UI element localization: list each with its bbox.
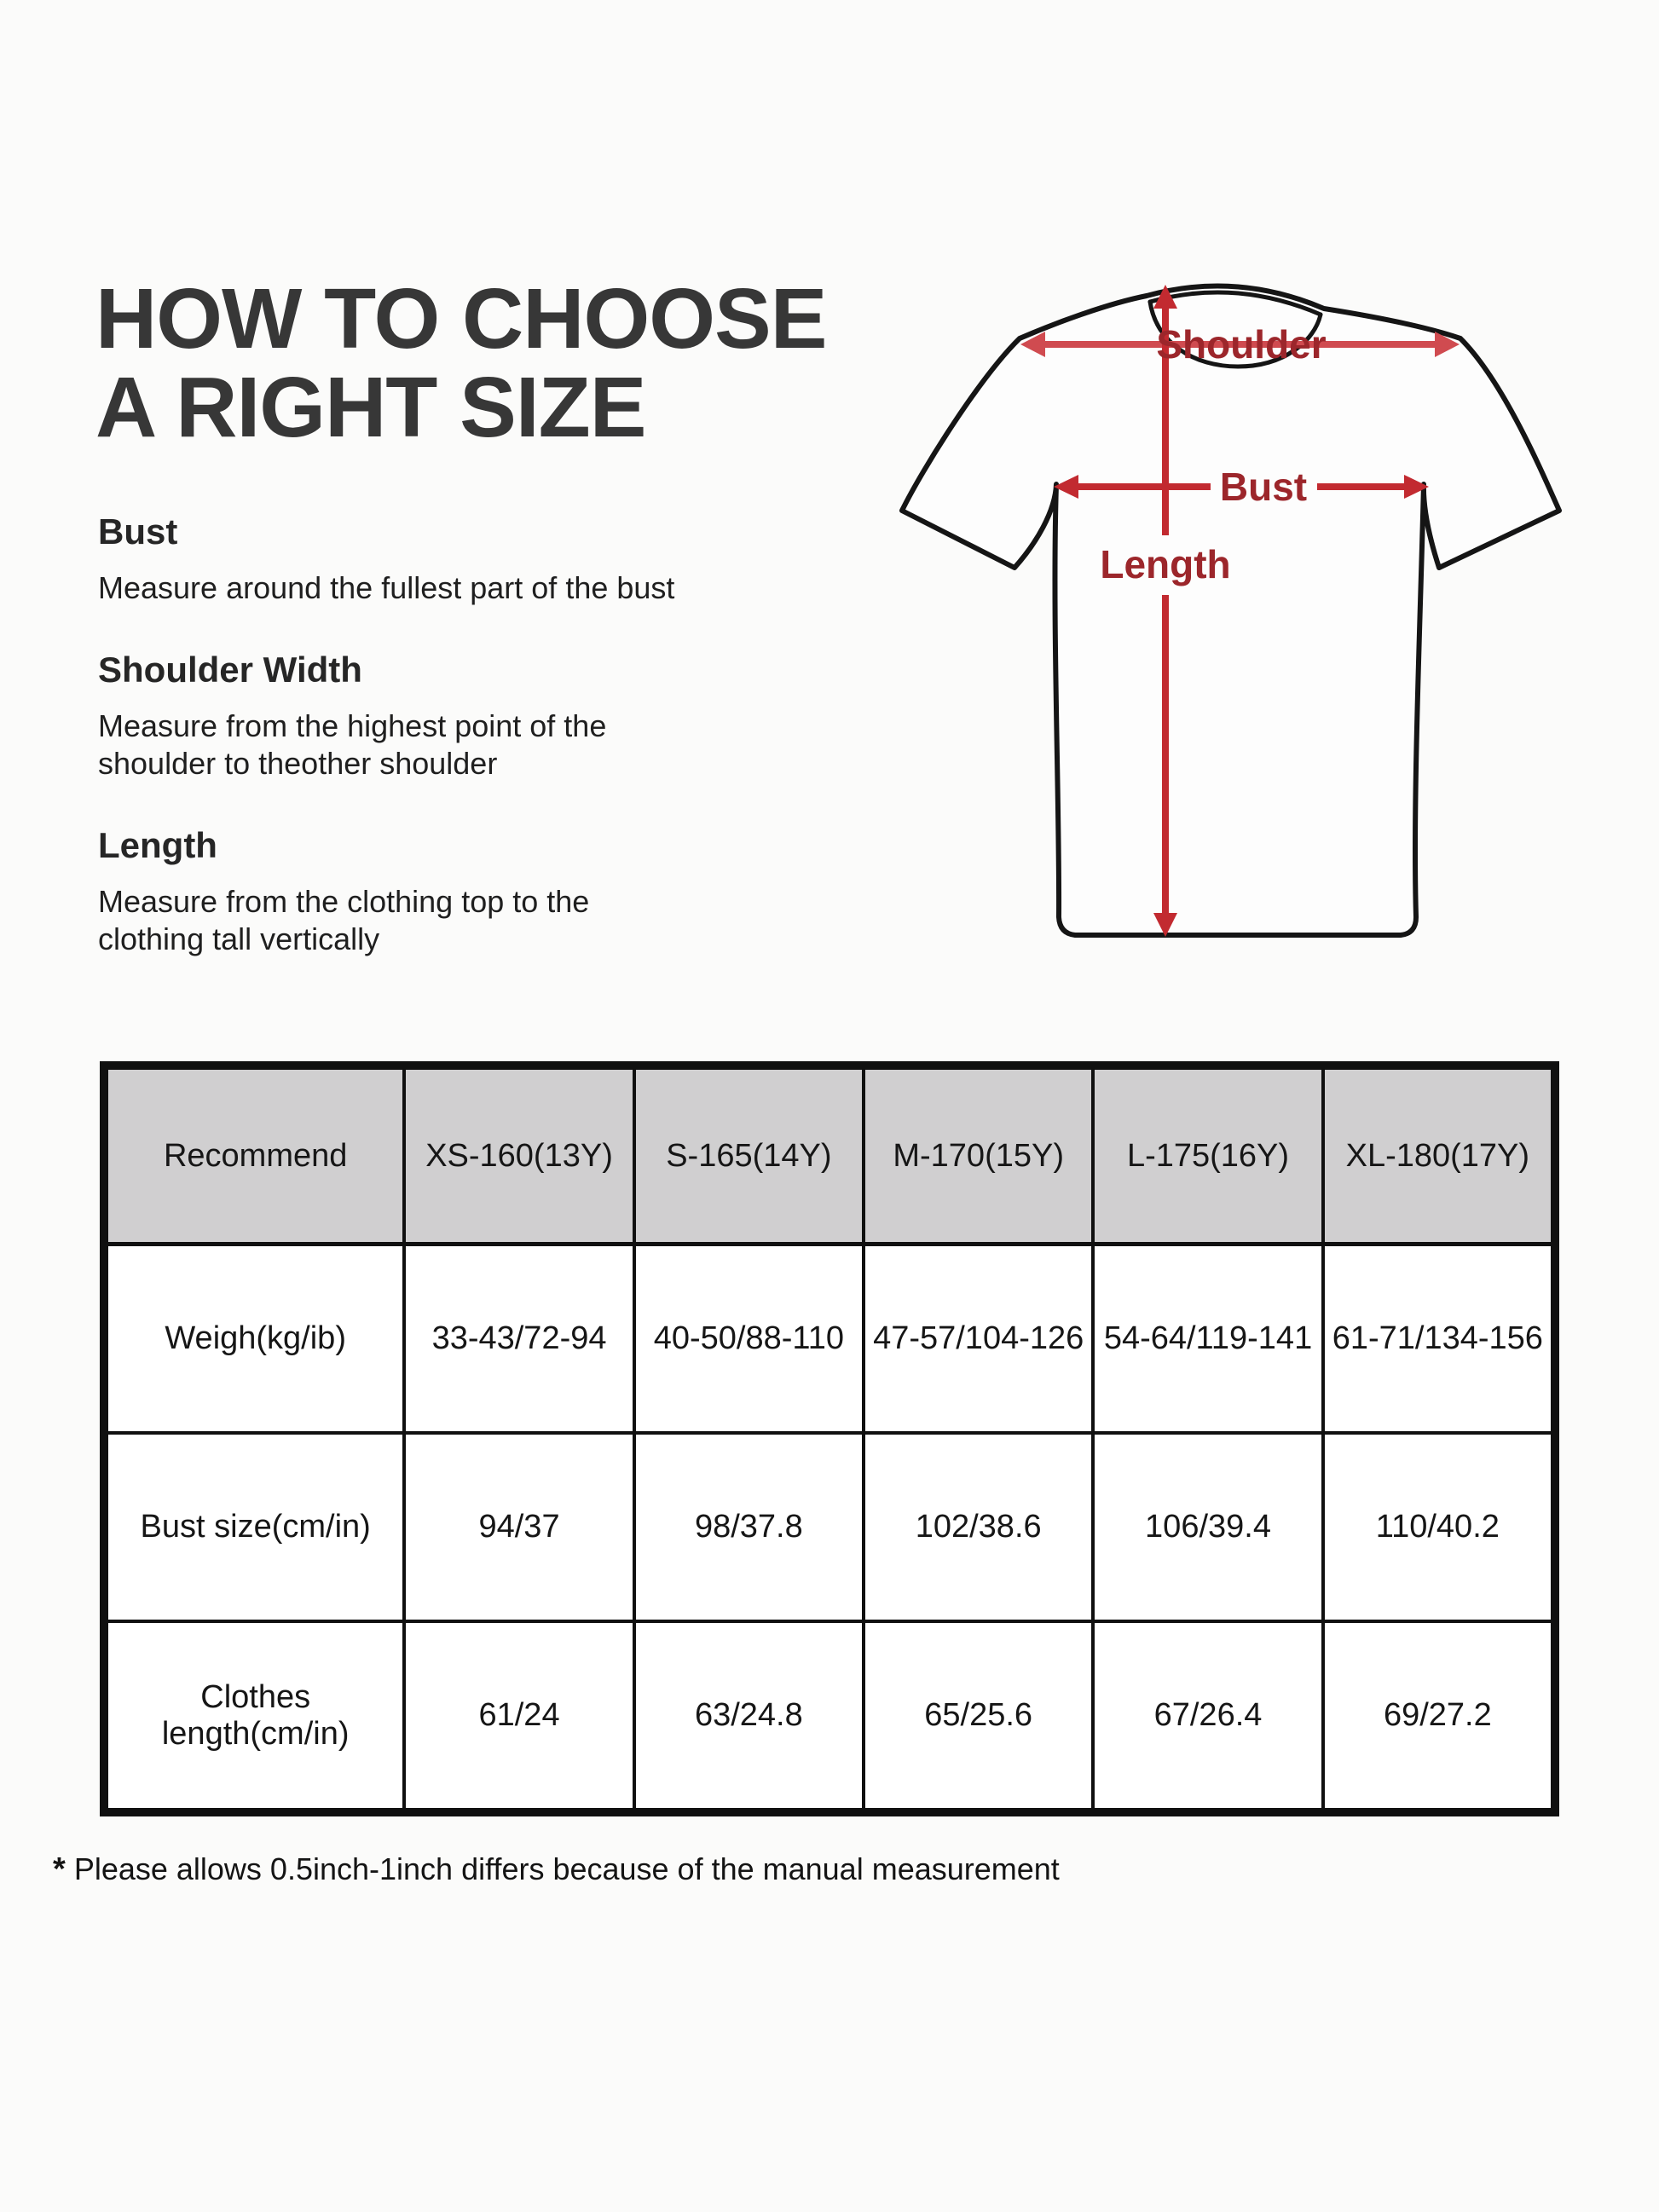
size-table [100, 1061, 1559, 1816]
size-table-value-cell: 33-43/72-94 [404, 1245, 633, 1433]
bust-label: Bust [1219, 465, 1308, 509]
size-table-value-cell: 69/27.2 [1323, 1621, 1552, 1810]
guide-section-bust [98, 511, 814, 607]
guide-section-shoulder [98, 650, 814, 783]
guide-text-line: clothing tall vertically [98, 921, 380, 956]
shoulder-label: Shoulder [1156, 322, 1327, 367]
tshirt-outline [902, 286, 1559, 935]
page-title-line-1: HOW TO CHOOSE [95, 271, 827, 367]
footnote-text: Please allows 0.5inch-1inch differs because of the manual measurement [73, 1851, 1060, 1886]
size-table-header-cell: XL-180(17Y) [1323, 1068, 1552, 1245]
size-table-value-cell: 61-71/134-156 [1323, 1245, 1552, 1433]
length-label: Length [1100, 542, 1231, 586]
size-table-row-label: Bust size(cm/in) [107, 1433, 404, 1621]
size-table-header-cell: Recommend [107, 1068, 404, 1245]
guide-text-line: Measure from the clothing top to the [98, 883, 590, 919]
size-table-row-label: Weigh(kg/ib) [107, 1245, 404, 1433]
footnote [53, 1851, 1060, 1888]
tshirt-measurement-diagram [853, 213, 1659, 1023]
size-table-value-cell: 47-57/104-126 [864, 1245, 1093, 1433]
guide-text-line: Measure around the fullest part of the bust [98, 570, 675, 605]
size-table-value-cell: 110/40.2 [1323, 1433, 1552, 1621]
size-table-value-cell: 61/24 [404, 1621, 633, 1810]
guide-heading-shoulder: Shoulder Width [98, 649, 362, 690]
guide-text-shoulder [98, 707, 814, 783]
guide-section-length [98, 825, 814, 958]
guide-text-bust [98, 569, 814, 607]
size-table-value-cell: 40-50/88-110 [634, 1245, 864, 1433]
size-table-value-cell: 65/25.6 [864, 1621, 1093, 1810]
size-table-header-cell: L-175(16Y) [1093, 1068, 1322, 1245]
measuring-guide [98, 511, 814, 1001]
size-table-row-label: Clothes length(cm/in) [107, 1621, 404, 1810]
size-table-header-cell: XS-160(13Y) [404, 1068, 633, 1245]
page-title [95, 271, 827, 455]
size-table-value-cell: 94/37 [404, 1433, 633, 1621]
size-table-value-cell: 54-64/119-141 [1093, 1245, 1322, 1433]
page-title-line-2: A RIGHT SIZE [95, 360, 646, 455]
size-table-value-cell: 63/24.8 [634, 1621, 864, 1810]
guide-text-line: Measure from the highest point of the [98, 707, 607, 743]
guide-heading-length: Length [98, 824, 217, 865]
footnote-marker: * [53, 1851, 66, 1887]
guide-text-line: shoulder to theother shoulder [98, 745, 498, 781]
guide-text-length [98, 883, 814, 958]
size-table-header-cell: S-165(14Y) [634, 1068, 864, 1245]
guide-heading-bust: Bust [98, 511, 178, 552]
size-table-value-cell: 98/37.8 [634, 1433, 864, 1621]
size-table-value-cell: 102/38.6 [864, 1433, 1093, 1621]
size-table-header-cell: M-170(15Y) [864, 1068, 1093, 1245]
size-table-value-cell: 67/26.4 [1093, 1621, 1322, 1810]
size-table-value-cell: 106/39.4 [1093, 1433, 1322, 1621]
tshirt-diagram-svg [853, 213, 1659, 1023]
